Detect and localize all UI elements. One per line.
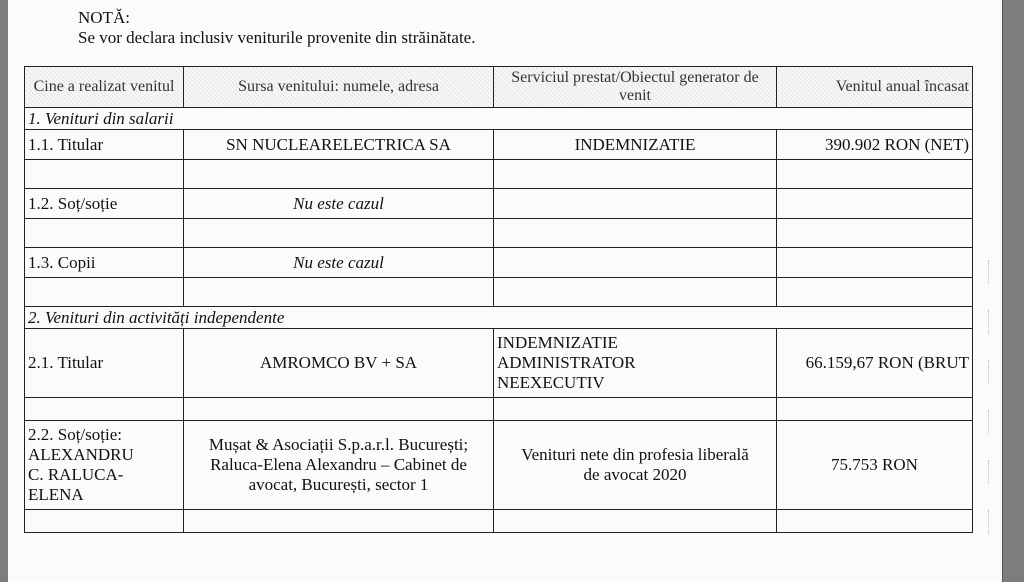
income-table — [24, 66, 973, 533]
table-row — [25, 189, 973, 219]
cell-service — [494, 421, 777, 510]
service-line: ADMINISTRATOR — [497, 353, 636, 372]
section-row — [25, 307, 973, 329]
table-row — [25, 421, 973, 510]
cell-who: 2.1. Titular — [25, 329, 184, 398]
cell-who: 1.1. Titular — [25, 130, 184, 160]
cell-income: 75.753 RON — [777, 421, 973, 510]
source-line: avocat, București, sector 1 — [248, 475, 429, 494]
table-row — [25, 329, 973, 398]
service-line: Venituri nete din profesia liberală — [521, 445, 749, 464]
table-row — [25, 219, 973, 248]
table-row — [25, 398, 973, 421]
table-row — [25, 130, 973, 160]
cell-source: AMROMCO BV + SA — [184, 329, 494, 398]
who-line: 2.2. Soț/soție: — [28, 425, 122, 444]
cell-service — [494, 329, 777, 398]
cell-service: INDEMNIZATIE — [494, 130, 777, 160]
section-row — [25, 108, 973, 130]
header-income: Venitul anual încasat — [777, 67, 973, 108]
cell-source: Nu este cazul — [184, 189, 494, 219]
note-text: Se vor declara inclusiv veniturile provenite din străinătate. — [78, 28, 476, 47]
cell-income: 66.159,67 RON (BRUT — [777, 329, 973, 398]
who-line: C. RALUCA- — [28, 465, 124, 484]
document-page — [8, 0, 1003, 582]
table-row — [25, 160, 973, 189]
cell-income: 390.902 RON (NET) — [777, 130, 973, 160]
header-service: Serviciul prestat/Obiectul generator de venit — [494, 67, 777, 108]
service-line: NEEXECUTIV — [497, 373, 605, 392]
cell-who: 1.3. Copii — [25, 248, 184, 278]
note-title: NOTĂ: — [78, 8, 130, 27]
header-source: Sursa venitului: numele, adresa — [184, 67, 494, 108]
header-who: Cine a realizat venitul — [25, 67, 184, 108]
section-independent: 2. Venituri din activități independente — [25, 307, 973, 329]
source-line: Raluca-Elena Alexandru – Cabinet de — [210, 455, 467, 474]
who-line: ELENA — [28, 485, 84, 504]
cell-source: Nu este cazul — [184, 248, 494, 278]
table-row — [25, 278, 973, 307]
table-row — [25, 248, 973, 278]
who-line: ALEXANDRU — [28, 445, 134, 464]
cell-who — [25, 421, 184, 510]
service-line: INDEMNIZATIE — [497, 333, 618, 352]
service-line: de avocat 2020 — [583, 465, 687, 484]
section-salaries: 1. Venituri din salarii — [25, 108, 973, 130]
cell-source: SN NUCLEARELECTRICA SA — [184, 130, 494, 160]
cell-who: 1.2. Soț/soție — [25, 189, 184, 219]
note-block — [78, 8, 475, 48]
scan-margin-marks — [988, 260, 998, 560]
table-header-row — [25, 67, 973, 108]
cell-source — [184, 421, 494, 510]
table-row — [25, 510, 973, 533]
source-line: Mușat & Asociații S.p.a.r.l. București; — [208, 435, 469, 454]
